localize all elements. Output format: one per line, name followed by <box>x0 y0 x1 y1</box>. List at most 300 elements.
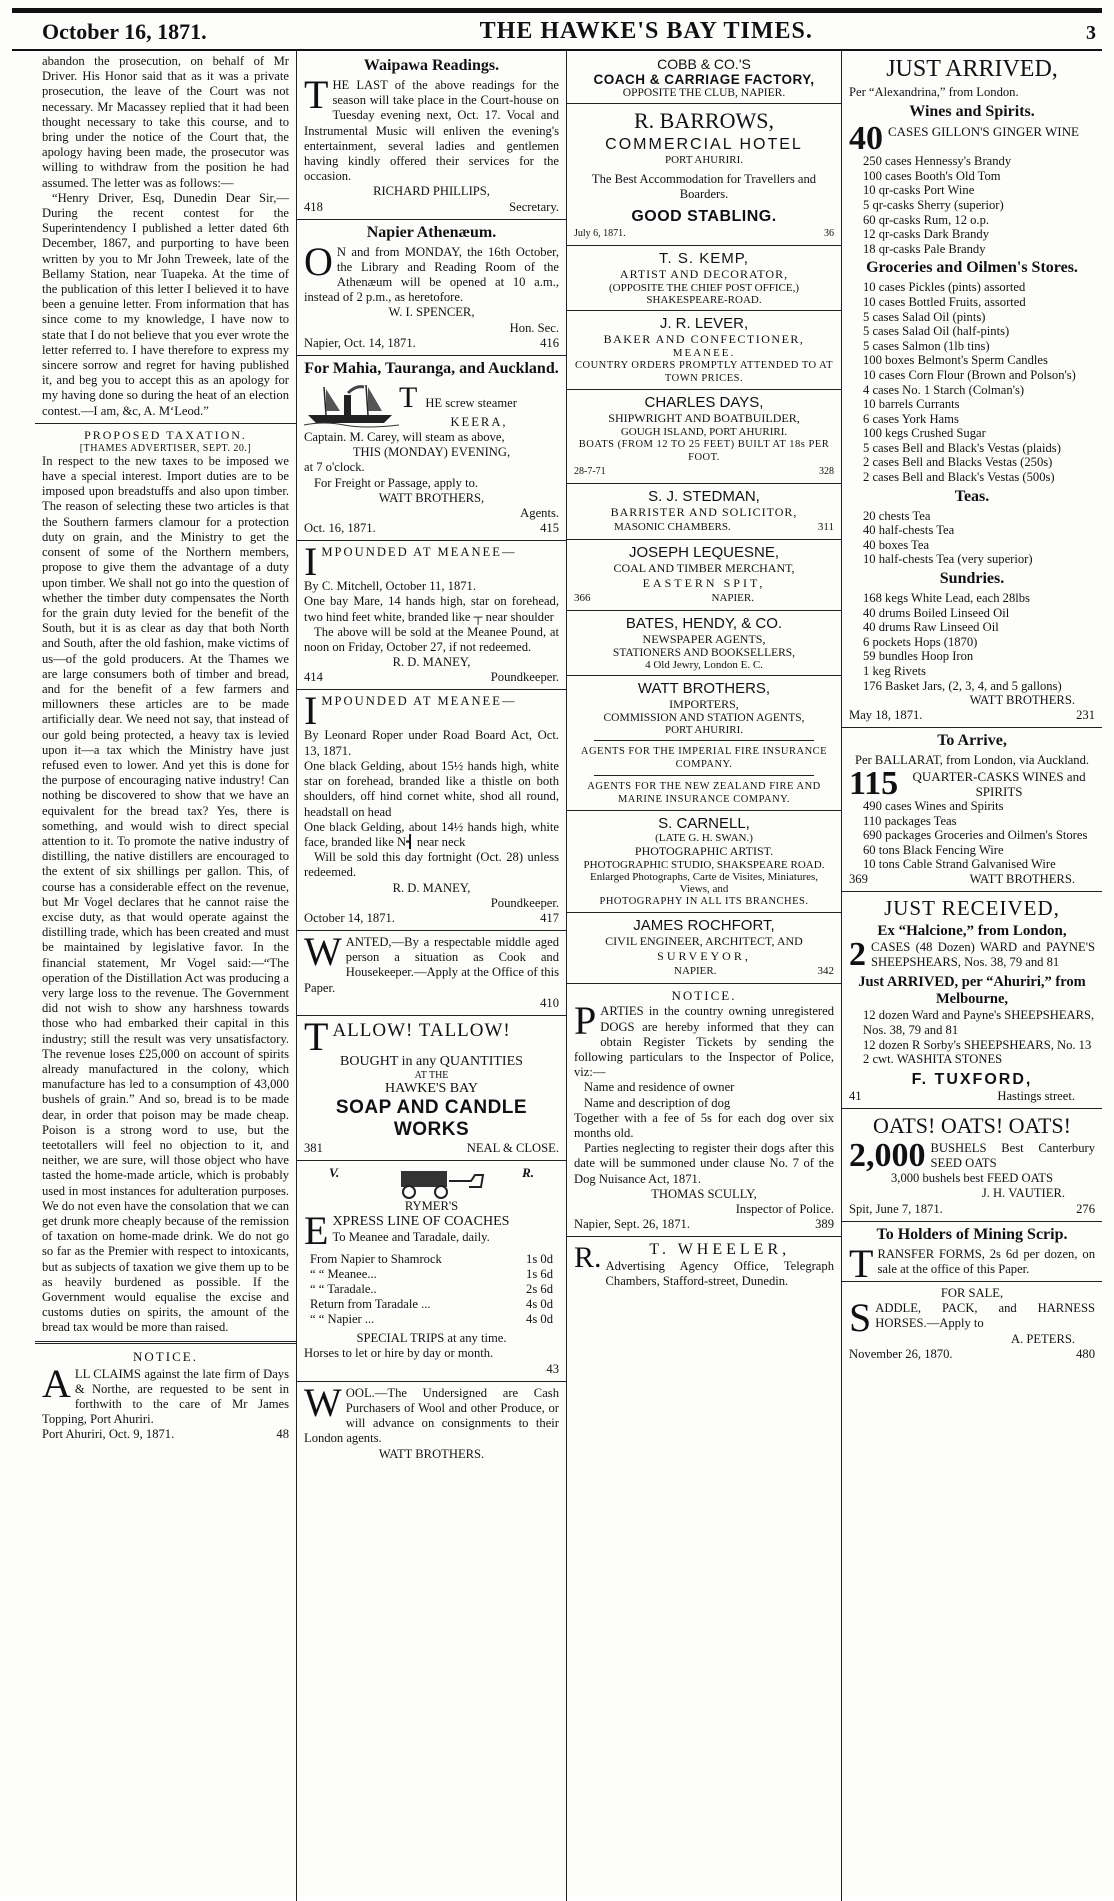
drop-cap: W <box>304 928 342 974</box>
big-number: 115 <box>849 764 899 802</box>
divider <box>297 540 566 541</box>
ad-line: 3,000 bushels best FEED OATS <box>891 1171 1053 1186</box>
ad-line: GOUGH ISLAND, PORT AHURIRI. <box>620 426 788 439</box>
ad-line: SURVEYOR, <box>657 949 751 964</box>
divider <box>567 912 841 913</box>
drop-cap: I <box>304 688 318 734</box>
ad-body: The above will be sold at the Meanee Pound, at noon on Friday, October 27, if not redeemed. <box>304 624 559 655</box>
ad-line: NAPIER. <box>674 965 717 978</box>
ad-line: COUNTRY ORDERS PROMPTLY ATTENDED TO AT TOWN PRICES. <box>574 360 834 385</box>
list-item: 6 pockets Hops (1870) <box>863 634 978 649</box>
ad-line: PORT AHURIRI. <box>665 154 743 166</box>
ad-date: July 6, 1871. <box>574 228 626 240</box>
ad-number: 369 <box>849 871 868 886</box>
ad-line: HAWKE'S BAY <box>384 1080 479 1096</box>
drop-cap: S <box>849 1295 872 1341</box>
ad-line: Name and description of dog <box>584 1095 731 1110</box>
to-arrive-list <box>849 799 1095 872</box>
ad-heading: COACH & CARRIAGE FACTORY, <box>593 72 815 87</box>
ad-body: ARTIES in the country owning unregistered DOGS are hereby informed that they can obtain Register Tickets by sending the following particulars to the Inspector of Police, viz:— <box>574 1004 834 1080</box>
ad-heading: SOAP AND CANDLE WORKS <box>335 1096 528 1140</box>
divider <box>297 1015 566 1016</box>
article-title: PROPOSED TAXATION. <box>84 427 247 442</box>
ad-line: (LATE G. H. SWAN.) <box>655 832 753 845</box>
column-4 <box>842 51 1102 1901</box>
ad-line: IMPORTERS, <box>669 697 739 712</box>
ad-title: To Holders of Mining Scrip. <box>876 1225 1068 1243</box>
list-item: 10 cases Pickles (pints) assorted <box>863 280 1026 295</box>
vignette-letter: R. <box>522 1164 534 1180</box>
divider <box>842 891 1102 892</box>
ad-title: FOR SALE, <box>940 1285 1004 1300</box>
ad-number: 414 <box>304 670 323 685</box>
ad-line: AT THE <box>414 1069 449 1081</box>
ad-body: HE LAST of the above readings for the season will take place in the Court-house on Tuesday evening next, Oct. 17. Vocal and Instrumental Music will enliven the evening's entertainment, several ladies and gentlemen having kindly offered their services for the occasion. <box>304 78 559 184</box>
column-2 <box>297 51 567 1901</box>
big-number: 2,000 <box>849 1136 926 1174</box>
drop-cap: T <box>304 72 329 117</box>
list-item: 2 cases Bell and Blacks Vestas (250s) <box>863 455 1053 470</box>
ad-role: Secretary. <box>509 199 559 214</box>
ad-role: Agents. <box>520 506 559 521</box>
drop-cap: O <box>304 238 333 284</box>
ad-signature: THOMAS SCULLY, <box>651 1186 757 1201</box>
fare-price: 1s 6d <box>526 1267 553 1282</box>
ad-number: 342 <box>817 965 834 978</box>
issue-date: October 16, 1871. <box>42 19 207 44</box>
list-item: 60 qr-casks Rum, 12 o.p. <box>863 212 990 227</box>
ad-body: Advertising Agency Office, Telegraph Chambers, Stafford-street, Dunedin. <box>605 1259 834 1289</box>
for-sale-ad <box>849 1286 1095 1362</box>
list-item: 12 dozen R Sorby's SHEEPSHEARS, No. 13 <box>863 1037 1092 1052</box>
ad-title: RYMER'S <box>404 1198 459 1213</box>
athenaeum-ad <box>304 224 559 351</box>
ad-number: 410 <box>540 995 559 1010</box>
divider <box>35 1341 296 1344</box>
ad-line: STATIONERS AND BOOKSELLERS, <box>612 647 796 660</box>
divider <box>567 610 841 611</box>
section-heading: Wines and Spirits. <box>909 103 1035 121</box>
ad-line: AGENTS FOR THE IMPERIAL FIRE INSURANCE COMPANY. <box>580 746 828 771</box>
vignette <box>304 1165 559 1199</box>
ad-line: HE screw steamer <box>425 395 517 410</box>
claims-notice <box>42 1360 289 1443</box>
tallow-ad <box>304 1013 559 1156</box>
divider <box>594 775 814 776</box>
fare-route: “ “ Napier ... <box>310 1312 375 1327</box>
ad-line: CASES GILLON'S GINGER WINE <box>888 124 1079 140</box>
ad-date: May 18, 1871. <box>849 708 923 723</box>
ad-title: MPOUNDED AT MEANEE— <box>321 694 517 709</box>
divider <box>842 1281 1102 1282</box>
ad-line: BOATS (FROM 12 TO 25 FEET) BUILT AT 18s PER FOOT. <box>578 439 830 464</box>
dog-notice-ad <box>574 988 834 1232</box>
list-item: 100 kegs Crushed Sugar <box>863 426 986 441</box>
ad-line: SPECIAL TRIPS at any time. <box>356 1331 507 1346</box>
ad-signature: WATT BROTHERS. <box>969 693 1075 708</box>
ad-heading: Just ARRIVED, per “Ahuriri,” from Melbourne, <box>858 974 1086 1008</box>
ad-signature: W. I. SPENCER, <box>388 305 475 320</box>
ad-line: For Freight or Passage, apply to. <box>314 475 479 490</box>
divider <box>35 423 296 424</box>
list-item: 40 drums Boiled Linseed Oil <box>863 605 1010 620</box>
ad-line: QUARTER-CASKS WINES and SPIRITS <box>912 768 1086 799</box>
divider <box>567 983 841 984</box>
ad-title: WATT BROTHERS, <box>637 680 771 698</box>
ad-line: MASONIC CHAMBERS. <box>614 521 731 534</box>
ad-date: Oct. 16, 1871. <box>304 521 376 536</box>
article-source: [THAMES ADVERTISER, SEPT. 20.] <box>79 442 252 454</box>
list-item: 20 chests Tea <box>863 508 931 523</box>
lequesne-ad <box>574 544 834 606</box>
drop-cap: W <box>304 1379 342 1425</box>
list-item: 40 half-chests Tea <box>863 523 955 538</box>
drop-cap: E <box>304 1208 329 1254</box>
ad-title: CHARLES DAYS, <box>644 394 764 412</box>
newspaper-title: THE HAWKE'S BAY TIMES. <box>479 18 813 44</box>
stedman-ad <box>574 488 834 535</box>
divider <box>842 1221 1102 1222</box>
ad-line: (OPPOSITE THE CHIEF POST OFFICE,) <box>609 282 799 295</box>
fare-price: 4s 0d <box>526 1297 553 1312</box>
ad-body: Will be sold this day fortnight (Oct. 28) unless redeemed. <box>304 850 559 880</box>
ad-body: Together with a fee of 5s for each dog over six months old. <box>574 1110 834 1141</box>
drop-cap: R. <box>574 1241 602 1275</box>
list-item: 12 qr-casks Dark Brandy <box>863 227 989 242</box>
ad-title: JAMES ROCHFORT, <box>633 917 775 935</box>
list-item: 10 barrels Currants <box>863 397 960 412</box>
ad-line: THIS (MONDAY) EVENING, <box>352 445 511 460</box>
impounded-ad-1 <box>304 539 559 685</box>
list-item: 168 kegs White Lead, each 28lbs <box>863 591 1030 606</box>
wanted-ad <box>304 928 559 1011</box>
bates-ad <box>574 615 834 671</box>
divider <box>297 355 566 356</box>
list-item: 6 cases York Hams <box>863 411 959 426</box>
ad-line: AGENTS FOR THE NEW ZEALAND FIRE AND MARINE INSURANCE COMPANY. <box>587 781 821 806</box>
list-item: 690 packages Groceries and Oilmen's Stores <box>863 828 1088 843</box>
sundries-list <box>849 591 1095 693</box>
ad-number: 48 <box>276 1427 289 1442</box>
ad-title: COBB & CO.'S <box>657 56 751 72</box>
received-list <box>849 1008 1095 1066</box>
ad-line: NAPIER. <box>711 592 754 605</box>
top-rule <box>12 8 1102 13</box>
section-heading: Teas. <box>954 487 990 505</box>
divider <box>567 539 841 540</box>
ad-title: J. R. LEVER, <box>659 315 749 333</box>
ad-line: Ex “Halcione,” from London, <box>877 922 1067 939</box>
section-heading: Sundries. <box>939 570 1005 588</box>
ad-body: ADDLE, PACK, and HARNESS HORSES.—Apply to <box>875 1301 1095 1331</box>
divider <box>842 727 1102 728</box>
coach-icon <box>371 1165 491 1199</box>
ship-name: KEERA, <box>450 414 508 429</box>
ad-signature: F. TUXFORD, <box>911 1070 1033 1088</box>
ad-line: SHAKESPEARE-ROAD. <box>646 294 762 307</box>
vignette-letter: V. <box>329 1164 340 1180</box>
list-item: 10 cases Corn Flour (Brown and Polson's) <box>863 367 1076 382</box>
ad-body: Captain. M. Carey, will steam as above, <box>304 430 505 445</box>
ad-line: PHOTOGRAPHIC STUDIO, SHAKSPEARE ROAD. <box>583 859 825 872</box>
article-text: abandon the prosecution, on behalf of Mr Driver. His Honor said that as it was a private prosecution, the leave of the Court was not necessary. Mr Macassey replied that it had been thought necessary to take this course, and to bring under the notice of the Court that, the apology having been made, the prosecutor was willing to withdraw from the position he had assumed. The letter was as follows:— <box>42 54 289 190</box>
ad-body: OOL.—The Undersigned are Cash Purchasers of Wool and other Produce, or will advance on consignments to their London agents. <box>304 1385 559 1446</box>
ad-line: Name and residence of owner <box>584 1080 735 1095</box>
ad-line: BAKER AND CONFECTIONER, <box>603 332 805 347</box>
ad-title: S. J. STEDMAN, <box>648 488 760 506</box>
divider <box>567 483 841 484</box>
watt-brothers-ad <box>574 680 834 806</box>
ad-signature: RICHARD PHILLIPS, <box>373 184 490 199</box>
ad-body: One black Gelding, about 14½ hands high, white face, branded like N┫ near neck <box>304 819 559 849</box>
ad-number: 36 <box>824 228 834 240</box>
section-heading: Groceries and Oilmen's Stores. <box>866 259 1078 277</box>
ad-line: 4 Old Jewry, London E. C. <box>645 659 763 672</box>
impounded-ad-2 <box>304 688 559 925</box>
list-item: 5 cases Salad Oil (pints) <box>863 309 986 324</box>
ad-role: Poundkeeper. <box>490 895 559 910</box>
list-item: 5 cases Salmon (1lb tins) <box>863 338 990 353</box>
ad-title: OATS! OATS! OATS! <box>872 1112 1071 1138</box>
list-item: 5 qr-casks Sherry (superior) <box>863 197 1004 212</box>
ad-line: at 7 o'clock. <box>304 460 365 475</box>
divider <box>297 219 566 220</box>
fare-route: From Napier to Shamrock <box>310 1252 442 1267</box>
big-number: 40 <box>849 120 883 158</box>
ad-line: Per “Alexandrina,” from London. <box>849 85 1019 99</box>
ad-signature: WATT BROTHERS, <box>378 490 485 505</box>
ad-date: 28-7-71 <box>574 466 606 478</box>
ad-number: 311 <box>817 521 834 534</box>
ad-line: MEANEE. <box>672 347 736 360</box>
ad-title: S. CARNELL, <box>658 815 750 833</box>
notice-date: Port Ahuriri, Oct. 9, 1871. <box>42 1427 175 1442</box>
ad-line: BUSHELS Best Canterbury SEED OATS <box>930 1140 1095 1170</box>
ad-heading: COMMERCIAL HOTEL <box>605 136 803 153</box>
ad-title: Napier Athenæum. <box>366 223 497 241</box>
lever-ad <box>574 315 834 385</box>
notice-body: LL CLAIMS against the late firm of Days & Northe, are requested to be sent in forthwith to the care of Mr James Topping, Port Ahuriri. <box>42 1366 289 1427</box>
divider <box>297 1160 566 1161</box>
big-number: 2 <box>849 935 866 973</box>
drop-cap: T <box>304 1013 329 1059</box>
fare-route: “ “ Meanee... <box>310 1267 377 1282</box>
divider <box>567 245 841 246</box>
list-item: 12 dozen Ward and Payne's SHEEPSHEARS, Nos. 38, 79 and 81 <box>863 1008 1095 1037</box>
carnell-ad <box>574 815 834 908</box>
ad-number: 416 <box>540 335 559 350</box>
list-item: 2 cwt. WASHITA STONES <box>863 1052 1003 1067</box>
ad-line: CIVIL ENGINEER, ARCHITECT, AND <box>605 934 803 949</box>
drop-cap: I <box>304 539 318 585</box>
ad-role: Poundkeeper. <box>490 670 559 685</box>
kemp-ad <box>574 250 834 306</box>
ad-role: Inspector of Police. <box>735 1202 834 1217</box>
waipawa-ad <box>304 57 559 215</box>
ad-line: Per BALLARAT, from London, via Auckland. <box>854 753 1090 768</box>
ad-number: 418 <box>304 199 323 214</box>
wheeler-ad <box>574 1241 834 1289</box>
ad-title: JUST RECEIVED, <box>884 895 1060 920</box>
fare-route: Return from Taradale ... <box>310 1297 431 1312</box>
ad-signature: A. PETERS. <box>1010 1331 1075 1346</box>
ad-date: Napier, Oct. 14, 1871. <box>304 335 416 350</box>
wines-list <box>849 154 1095 256</box>
ad-line: Hastings street. <box>997 1088 1075 1103</box>
list-item: 10 tons Cable Strand Galvanised Wire <box>863 857 1056 872</box>
ad-line: PHOTOGRAPHY IN ALL ITS BRANCHES. <box>599 896 809 908</box>
ad-title: ALLOW! TALLOW! <box>332 1019 511 1041</box>
masthead <box>12 16 1102 51</box>
ad-line: By Leonard Roper under Road Board Act, Oct. 13, 1871. <box>304 728 559 758</box>
fare-price: 2s 6d <box>526 1282 553 1297</box>
ad-title: NOTICE. <box>671 988 737 1004</box>
ad-line: BARRISTER AND SOLICITOR, <box>610 505 798 520</box>
ad-line: The Best Accommodation for Travellers and Boarders. <box>591 172 817 202</box>
days-ad <box>574 394 834 479</box>
list-item: 10 cases Bottled Fruits, assorted <box>863 294 1026 309</box>
ad-number: 328 <box>819 466 834 478</box>
ad-line: ARTIST AND DECORATOR, <box>619 267 789 282</box>
list-item: 40 boxes Tea <box>863 537 930 552</box>
drop-cap: T <box>399 380 418 414</box>
ad-number: 417 <box>540 910 559 925</box>
ad-title: For Mahia, Tauranga, and Auckland. <box>304 359 559 377</box>
list-item: 2 cases Bell and Black's Vestas (500s) <box>863 470 1055 485</box>
ad-line: To Meanee and Taradale, daily. <box>332 1230 490 1245</box>
ad-number: 276 <box>1076 1201 1095 1216</box>
ad-body: One black Gelding, about 15½ hands high, white star on forehead, branded like a thistle on both shoulders, off hind cornet white, shod all round, headstall on head <box>304 758 559 819</box>
ad-body: One bay Mare, 14 hands high, star on forehead, two hind feet white, branded like ┬ near shoulder <box>304 594 559 624</box>
column-1 <box>12 51 297 1901</box>
groceries-list <box>849 280 1095 484</box>
ad-role: Hon. Sec. <box>509 320 559 335</box>
barrows-ad <box>574 108 834 241</box>
ad-number: 41 <box>849 1088 862 1103</box>
notice-title: NOTICE. <box>133 1348 198 1364</box>
divider <box>594 740 814 741</box>
ad-number: 389 <box>815 1217 834 1232</box>
list-item: 490 cases Wines and Spirits <box>863 799 1004 814</box>
divider <box>567 389 841 390</box>
just-arrived-ad <box>849 56 1095 723</box>
fare-price: 1s 0d <box>526 1252 553 1267</box>
cobb-ad <box>574 56 834 99</box>
ad-line: XPRESS LINE OF COACHES <box>332 1214 510 1230</box>
ad-signature: WATT BROTHERS. <box>378 1446 485 1461</box>
ad-date: Spit, June 7, 1871. <box>849 1201 943 1216</box>
ad-line: BOUGHT in any QUANTITIES <box>340 1053 523 1069</box>
to-arrive-ad <box>849 732 1095 887</box>
divider <box>567 810 841 811</box>
list-item: 5 cases Bell and Black's Vestas (plaids) <box>863 440 1061 455</box>
ad-line: SHIPWRIGHT AND BOATBUILDER, <box>608 411 800 426</box>
ad-body: Parties neglecting to register their dogs after this date will be summoned under clause No. 7 of the Dog Nuisance Act, 1871. <box>574 1141 834 1186</box>
ad-line: COMMISSION AND STATION AGENTS, <box>603 712 805 725</box>
fare-price: 4s 0d <box>526 1312 553 1327</box>
ad-signature: R. D. MANEY, <box>392 880 471 895</box>
ad-title: T. S. KEMP, <box>659 250 749 268</box>
ad-line: OPPOSITE THE CLUB, NAPIER. <box>622 87 786 99</box>
ad-date: November 26, 1870. <box>849 1346 953 1361</box>
divider <box>842 1108 1102 1109</box>
list-item: 110 packages Teas <box>863 813 957 828</box>
list-item: 100 cases Booth's Old Tom <box>863 168 1001 183</box>
ad-body: ANTED,—By a respectable middle aged person a situation as Cook and Housekeeper.—Apply at the Office of this Paper. <box>304 934 559 995</box>
list-item: 10 qr-casks Port Wine <box>863 183 975 198</box>
list-item: 250 cases Hennessy's Brandy <box>863 154 1012 169</box>
ad-number: 366 <box>574 592 591 605</box>
ad-line: EASTERN SPIT, <box>642 576 766 591</box>
divider <box>567 310 841 311</box>
list-item: 5 cases Salad Oil (half-pints) <box>863 324 1010 339</box>
ad-number: 231 <box>1076 708 1095 723</box>
list-item: 10 half-chests Tea (very superior) <box>863 552 1033 567</box>
teas-list <box>849 509 1095 567</box>
divider <box>567 1236 841 1237</box>
mining-scrip-ad <box>849 1225 1095 1286</box>
ad-title: JOSEPH LEQUESNE, <box>628 544 780 562</box>
list-item: 40 drums Raw Linseed Oil <box>863 620 999 635</box>
list-item: 4 cases No. 1 Starch (Colman's) <box>863 382 1025 397</box>
ad-line: NEWSPAPER AGENTS, <box>642 632 766 647</box>
ad-heading: GOOD STABLING. <box>631 208 777 226</box>
ad-body: N and from MONDAY, the 16th October, the Library and Reading Room of the Athenæum will be opened at 10 a.m., instead of 2 p.m., as heretofore. <box>304 244 559 305</box>
oats-ad <box>849 1113 1095 1217</box>
list-item: 59 bundles Hoop Iron <box>863 649 974 664</box>
divider <box>297 689 566 690</box>
drop-cap: A <box>42 1360 71 1406</box>
ad-date: Napier, Sept. 26, 1871. <box>574 1217 690 1232</box>
ad-number: 415 <box>540 521 559 536</box>
ad-line: PHOTOGRAPHIC ARTIST. <box>634 844 774 859</box>
article-letter: “Henry Driver, Esq, Dunedin Dear Sir,—During the recent contest for the Superintendency I published a letter dated 6th December, 1867, and purporting to have been written by you to Mr John Treweek, late of the Bellamy Station, near Tuapeka. At the time of the publication of this letter I believed it to have been a genuine letter. From information that has since come to my knowledge, I have now to state that I do not believe that you ever wrote the letter referred to. I have therefore to express my sincere sorrow and regret for having published it, and beg you to accept this as an apology for my having done so during the heat of an election contest.—I am, &c, A. M‘Leod.” <box>42 190 289 418</box>
wool-ad <box>304 1379 559 1462</box>
drop-cap: P <box>574 998 597 1044</box>
list-item: 60 tons Black Fencing Wire <box>863 842 1004 857</box>
list-item: 18 qr-casks Pale Brandy <box>863 241 986 256</box>
ad-title: Waipawa Readings. <box>363 57 500 74</box>
ad-signature: J. H. VAUTIER. <box>981 1186 1065 1201</box>
ad-body: RANSFER FORMS, 2s 6d per dozen, on sale at the office of this Paper. <box>877 1246 1095 1276</box>
ad-signature: NEAL & CLOSE. <box>466 1140 559 1155</box>
list-item: 1 keg Rivets <box>863 664 926 679</box>
ad-title: R. BARROWS, <box>634 108 774 133</box>
ad-signature: R. D. MANEY, <box>392 655 471 670</box>
ad-title: BATES, HENDY, & CO. <box>625 615 783 633</box>
ad-line: By C. Mitchell, October 11, 1871. <box>304 579 476 594</box>
list-item: 100 boxes Belmont's Sperm Candles <box>863 353 1048 368</box>
ad-title: T. WHEELER, <box>649 1241 791 1259</box>
drop-cap: T <box>849 1240 874 1286</box>
ad-number: 43 <box>546 1361 559 1376</box>
divider <box>567 103 841 104</box>
ad-line: Horses to let or hire by day or month. <box>304 1346 494 1361</box>
ad-line: COAL AND TIMBER MERCHANT, <box>613 561 795 576</box>
ad-title: To Arrive, <box>937 732 1007 750</box>
just-received-ad <box>849 896 1095 1104</box>
steamer-ship-icon <box>304 381 399 429</box>
ad-signature: WATT BROTHERS. <box>969 871 1075 886</box>
ad-line: PORT AHURIRI. <box>665 724 743 737</box>
ad-line: CASES (48 Dozen) WARD and PAYNE'S SHEEPSHEARS, Nos. 38, 79 and 81 <box>871 939 1095 970</box>
ad-number: 480 <box>1076 1346 1095 1361</box>
rochfort-ad <box>574 917 834 979</box>
fare-route: “ “ Taradale.. <box>310 1282 377 1297</box>
article-body: In respect to the new taxes to be imposed we have a special interest. Import duties are to be imposed upon breadstuffs and also upon timber. The reason of selecting these two articles is that the Southern farmers clamour for a protection duty on grain, and the Ministry to get the consent of some of the Northern members, propose to give them the advantage of a duty upon timber. We shall not go into the question of whether the timber duty compensates the North for the grain duty levied for the benefit of the South, but it is as clear as day that both North and South, after the old fashion, make victims of us—of the gold producers. At the Thames we are large consumers both of timber and bread, and for the benefit of a few farmers and millowners these articles are to be made artificially dear. We need not say, that instead of our gold being protected, a heavy tax is levied upon it—a tax which the Ministry have just refused even to lower. And yet this is done for the purpose of encouraging native industry! Can nothing be discovered to show that we have an equivalent for the bread tax? Yes, there is something, and would wish to direct special attention to it. To promote the native industry of distilling, the native distillers are encouraged to the extent of six shillings per gallon. This, of course has a considerable effect on the revenue, but Mr Vogel declares that he cannot raise the excise duty, as that would operate against the distilling trade, which has been created and must be maintained by legislative favor. In the financial statement, Mr Vogel said:—“The operation of the Distillation Act was producing a very large loss to the revenue. The Government did not wish to show any harshness towards those who had embarked their capital in this industry; still the result was very unsatisfactory. The revenue loses £25,000 on account of spirits already manufactured in the colony, which manufacture has led to a consumption of 43,000 bushels of grain.” And so, bread is to be made dear, in order that poison may be made cheap. Poison is a strong word to use, but the teetotallers will feel no objection to it, and neither, we are sure, will those object who have tasted the home-made article, which is probably used in most instances for adulteration purposes. We do not even have the consolation that we can get drunk more cheaply because of the remission of taxation on home-made drink. We do not go so far as the Premier with respect to intoxicants, but as subjects of taxation we give them up to be as heavily burdened as possible. If the Government would equalise the excise and customs duties on spirits, the amount of the bread tax would be more than raised. <box>42 453 289 1335</box>
column-3 <box>567 51 842 1901</box>
mahia-steamer-ad <box>304 360 559 536</box>
